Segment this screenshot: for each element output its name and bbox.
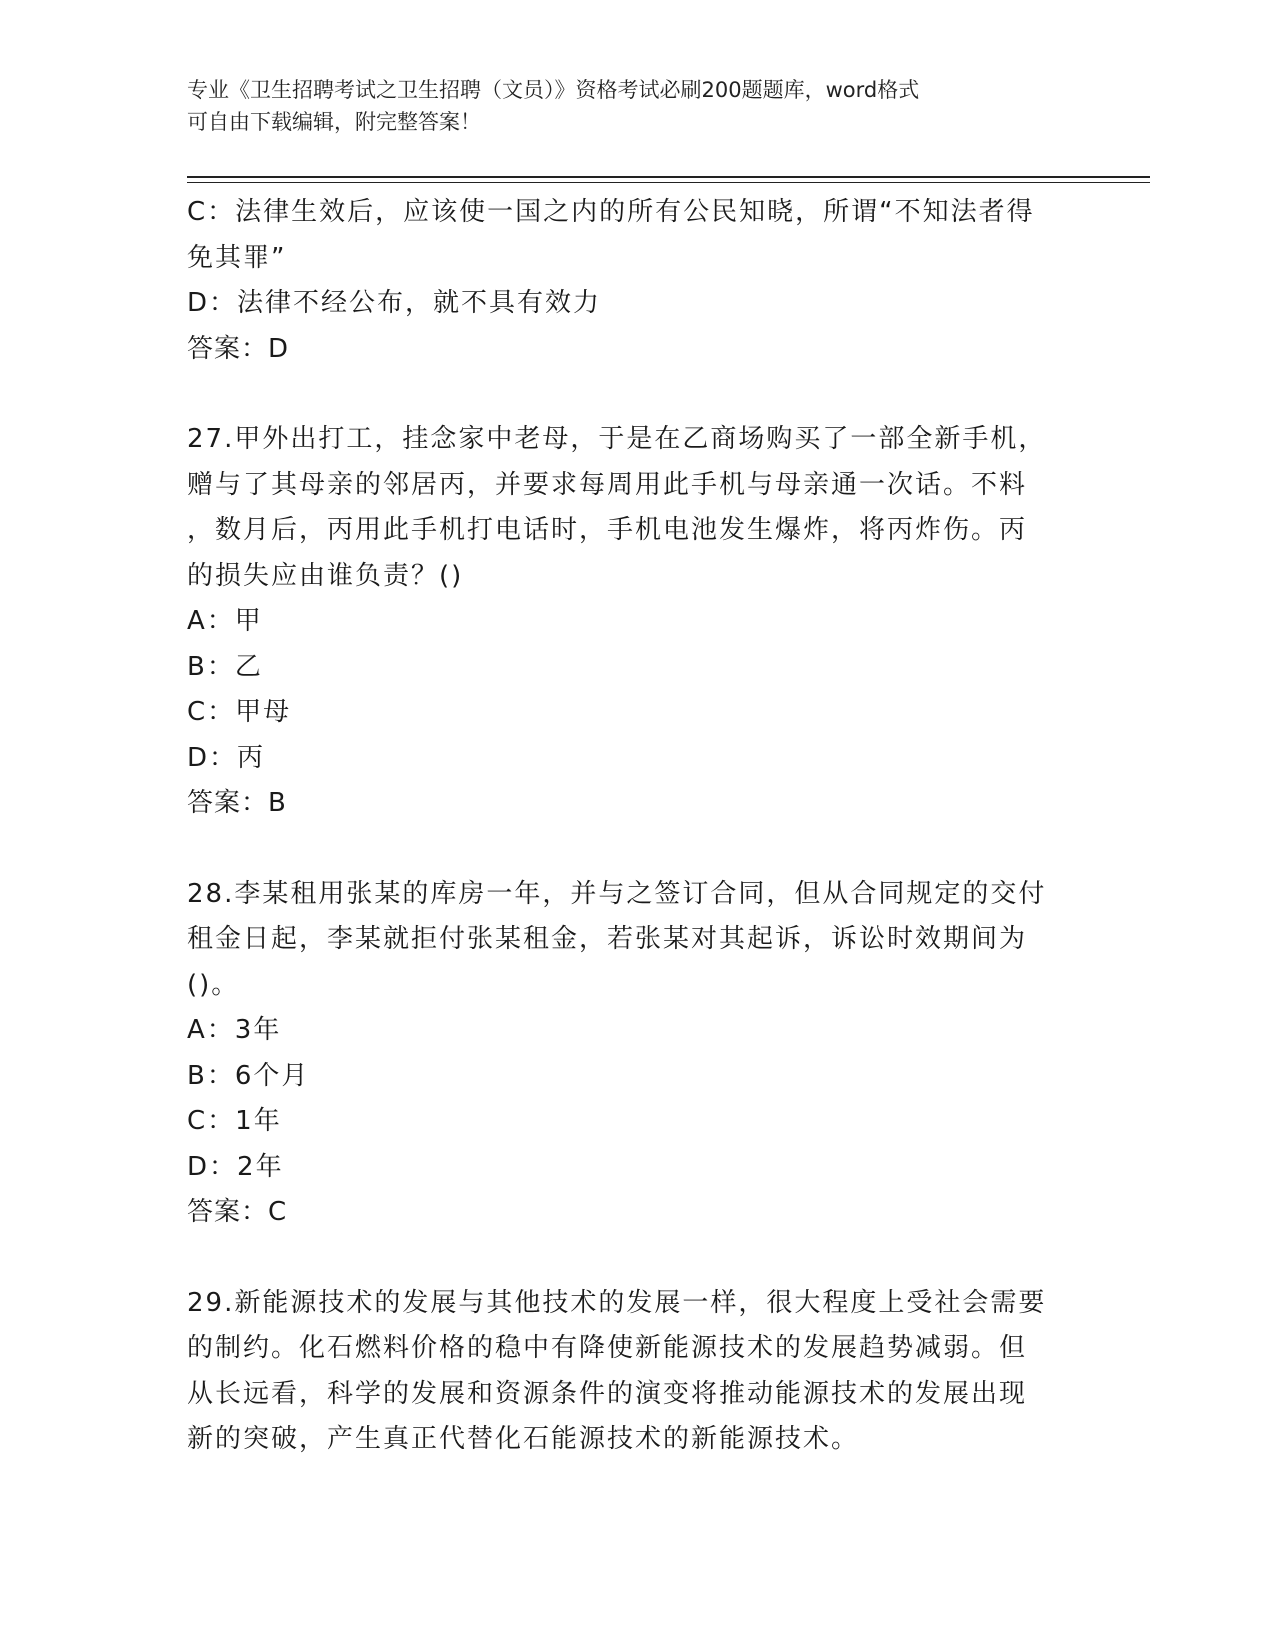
answer: 答案：B: [187, 788, 287, 818]
question-stem-line: 赠与了其母亲的邻居丙，并要求每周用此手机与母亲通一次话。不料: [187, 469, 1028, 500]
question-26-tail: [187, 190, 1087, 372]
header-divider-thin: [187, 182, 1150, 183]
question-stem-line: 28.李某租用张某的库房一年，并与之签订合同，但从合同规定的交付: [187, 878, 1047, 909]
question-stem-line: ()。: [187, 969, 240, 1000]
option-b: B：乙: [187, 651, 263, 682]
option-c: C：1年: [187, 1106, 282, 1136]
header-line-1: 专业《卫生招聘考试之卫生招聘（文员）》资格考试必刷200题题库，word格式: [187, 78, 920, 102]
question-stem-line: 从长远看，科学的发展和资源条件的演变将推动能源技术的发展出现: [187, 1378, 1028, 1409]
header-line-2: 可自由下载编辑，附完整答案！: [187, 110, 481, 134]
spacer: [187, 1236, 1087, 1281]
question-stem-line: 租金日起，李某就拒付张某租金，若张某对其起诉，诉讼时效期间为: [187, 924, 1028, 954]
option-d: D：丙: [187, 742, 266, 773]
option-c: C：法律生效后，应该使一国之内的所有公民知晓，所谓“不知法者得: [187, 197, 1035, 227]
question-stem-line: ，数月后，丙用此手机打电话时，手机电池发生爆炸，将丙炸伤。丙: [187, 515, 1028, 545]
option-c-continued: 免其罪”: [187, 242, 287, 273]
option-a: A：3年: [187, 1015, 282, 1045]
option-d: D：2年: [187, 1151, 284, 1182]
question-stem-line: 的制约。化石燃料价格的稳中有降使新能源技术的发展趋势减弱。但: [187, 1333, 1028, 1363]
option-c: C：甲母: [187, 697, 292, 727]
spacer: [187, 372, 1087, 417]
question-content: [187, 190, 1087, 1463]
option-d: D：法律不经公布，就不具有效力: [187, 288, 602, 318]
option-b: B：6个月: [187, 1060, 310, 1091]
spacer: [187, 827, 1087, 872]
question-stem-line: 新的突破，产生真正代替化石能源技术的新能源技术。: [187, 1424, 860, 1454]
question-29: [187, 1281, 1087, 1463]
document-header: [187, 74, 1067, 138]
question-27: [187, 417, 1087, 827]
question-stem-line: 的损失应由谁负责？(): [187, 560, 464, 591]
question-stem-line: 29.新能源技术的发展与其他技术的发展一样，很大程度上受社会需要: [187, 1287, 1047, 1318]
header-divider-thick: [187, 176, 1150, 178]
option-a: A：甲: [187, 606, 263, 636]
answer: 答案：D: [187, 333, 290, 364]
question-stem-line: 27.甲外出打工，挂念家中老母，于是在乙商场购买了一部全新手机，: [187, 424, 1047, 454]
question-28: [187, 872, 1087, 1236]
answer: 答案：C: [187, 1197, 288, 1227]
